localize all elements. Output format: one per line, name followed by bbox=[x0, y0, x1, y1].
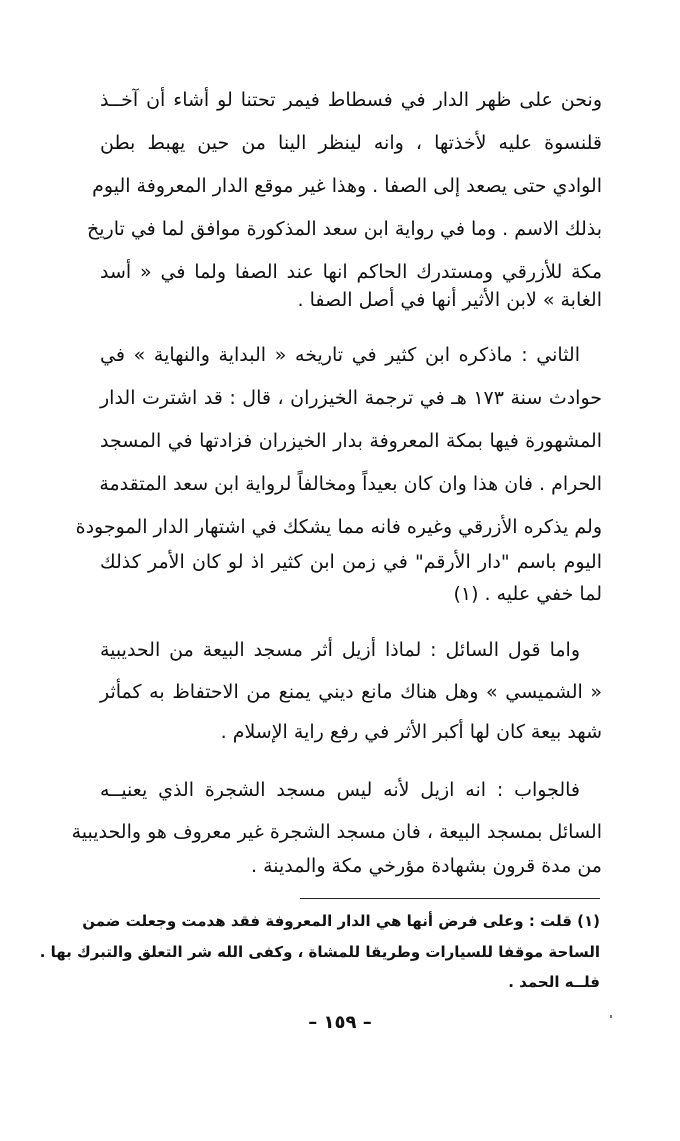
text-line: الحرام . فان هذا وان كان بعيداً ومخالفاً لرواية ابن سعد المتقدمة bbox=[99, 473, 602, 495]
text-line: السائل بمسجد البيعة ، فان مسجد الشجرة غير معروف هو والحديبية bbox=[71, 821, 602, 843]
text-line: لما خفي عليه . (١) bbox=[453, 583, 602, 605]
footnote-line: الساحة موقفا للسيارات وطريقا للمشاة ، وكفى الله شر التعلق والتبرك بها . bbox=[39, 943, 600, 961]
text-line: المشهورة فيها بمكة المعروفة بدار الخيزران فزادتها في المسجد bbox=[100, 430, 602, 452]
footnote-line: (١) قلت : وعلى فرض أنها هي الدار المعروفة فقد هدمت وجعلت ضمن bbox=[82, 912, 600, 930]
text-line: الغابة » لابن الأثير أنها في أصل الصفا . bbox=[297, 289, 602, 311]
text-line: حوادث سنة ١٧٣ هـ في ترجمة الخيزران ، قال : قد اشترت الدار bbox=[100, 387, 603, 409]
footnote-line: فلــه الحمد . bbox=[508, 973, 600, 991]
text-line: واما قول السائل : لماذا أزيل أثر مسجد البيعة من الحديبية bbox=[100, 639, 580, 661]
text-line: ولم يذكره الأزرقي وغيره فانه مما يشكك في اشتهار الدار الموجودة bbox=[75, 516, 602, 538]
text-line: بذلك الاسم . وما في رواية ابن سعد المذكورة موافق لما في تاريخ bbox=[86, 218, 602, 240]
page-number: – ١٥٩ – bbox=[308, 1012, 372, 1033]
text-line: من مدة قرون بشهادة مؤرخي مكة والمدينة . bbox=[251, 855, 602, 877]
text-line: فالجواب : انه ازيل لأنه ليس مسجد الشجرة الذي يعنيــه bbox=[100, 779, 580, 801]
text-line: شهد بيعة كان لها أكبر الأثر في رفع راية الإسلام . bbox=[220, 721, 602, 743]
scan-speck bbox=[610, 1015, 612, 1018]
text-line: « الشميسي » وهل هناك مانع ديني يمنع من الاحتفاظ به كمأثر bbox=[100, 681, 602, 703]
footnote-divider bbox=[300, 898, 600, 899]
text-line: الوادي حتى يصعد إلى الصفا . وهذا غير موقع الدار المعروفة اليوم bbox=[92, 175, 602, 197]
text-line: ونحن على ظهر الدار في فسطاط فيمر تحتنا لو أشاء أن آخــذ bbox=[100, 89, 602, 111]
text-line: مكة للأزرقي ومستدرك الحاكم انها عند الصفا ولما في « أسد bbox=[100, 261, 602, 283]
text-line: الثاني : ماذكره ابن كثير في تاريخه « البداية والنهاية » في bbox=[100, 344, 580, 366]
text-line: اليوم باسم "دار الأرقم" في زمن ابن كثير اذ لو كان الأمر كذلك bbox=[100, 551, 602, 573]
text-line: قلنسوة عليه لأخذتها ، وانه لينظر الينا من حين يهبط بطن bbox=[100, 132, 602, 154]
